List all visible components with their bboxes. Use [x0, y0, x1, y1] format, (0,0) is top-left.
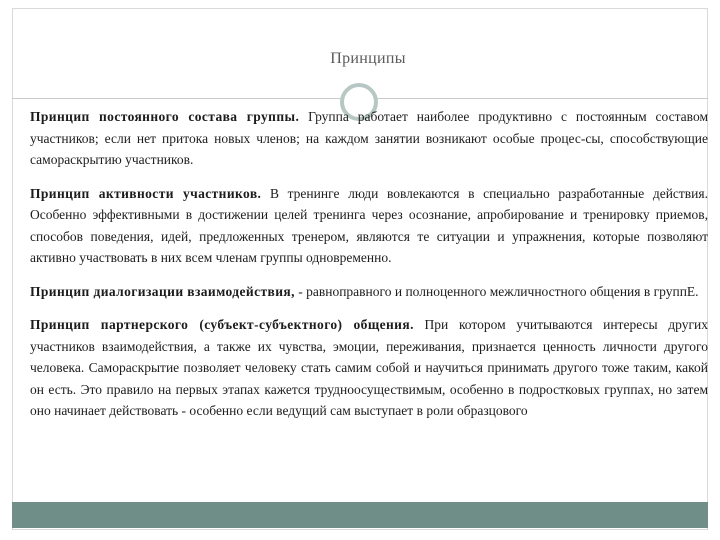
bullet-list: [30, 106, 708, 534]
item-text: При котором учитываются интересы других участников взаимодействия, а также их чувства, эмоции, переживания, признается ценность личности другого человека. Саморaскрытие позволяет человеку стать самим собой и научиться принимать другого тоже таким, какой он есть. Это правило на первых этапах кажется трудноосуществимым, особенно в подростковых группах, но затем оно начинает действовать - особенно если ведущий сам выступает в роли образцового: [30, 317, 708, 418]
item-lead: Принцип активности участников.: [30, 185, 262, 201]
item-text: В тренинге люди вовлекаются в специально разработанные действия. Особенно эффективными в достижении целей тренинга через осознание, апробирование и тренировку приемов, способов поведения, идей, предложенных тренером, являются те ситуации и упражнения, которые позволяют активно участвовать в них всем членам группы одновременно.: [30, 185, 708, 265]
slide-title: Принципы: [330, 50, 406, 67]
item-lead: Принцип партнерского (субъект-субъектного) общения.: [30, 317, 414, 332]
item-text: Группа работает наиболее продуктивно с постоянным составом участников; если нет притока новых членов; на каждом занятии возникают особые процес-сы, способствующие самораскрытию участников.: [30, 109, 708, 167]
list-item: [30, 183, 708, 269]
item-text: - равноправного и полноценного межличностного общения в группЕ.: [294, 283, 699, 299]
list-item: [30, 314, 708, 422]
list-item: [30, 106, 708, 171]
footer-bar: [12, 502, 708, 528]
list-item: [30, 281, 708, 303]
item-lead: Принцип диалогизации взаимодействия,: [30, 283, 295, 299]
item-lead: Принцип постоянного состава группы.: [30, 109, 300, 124]
